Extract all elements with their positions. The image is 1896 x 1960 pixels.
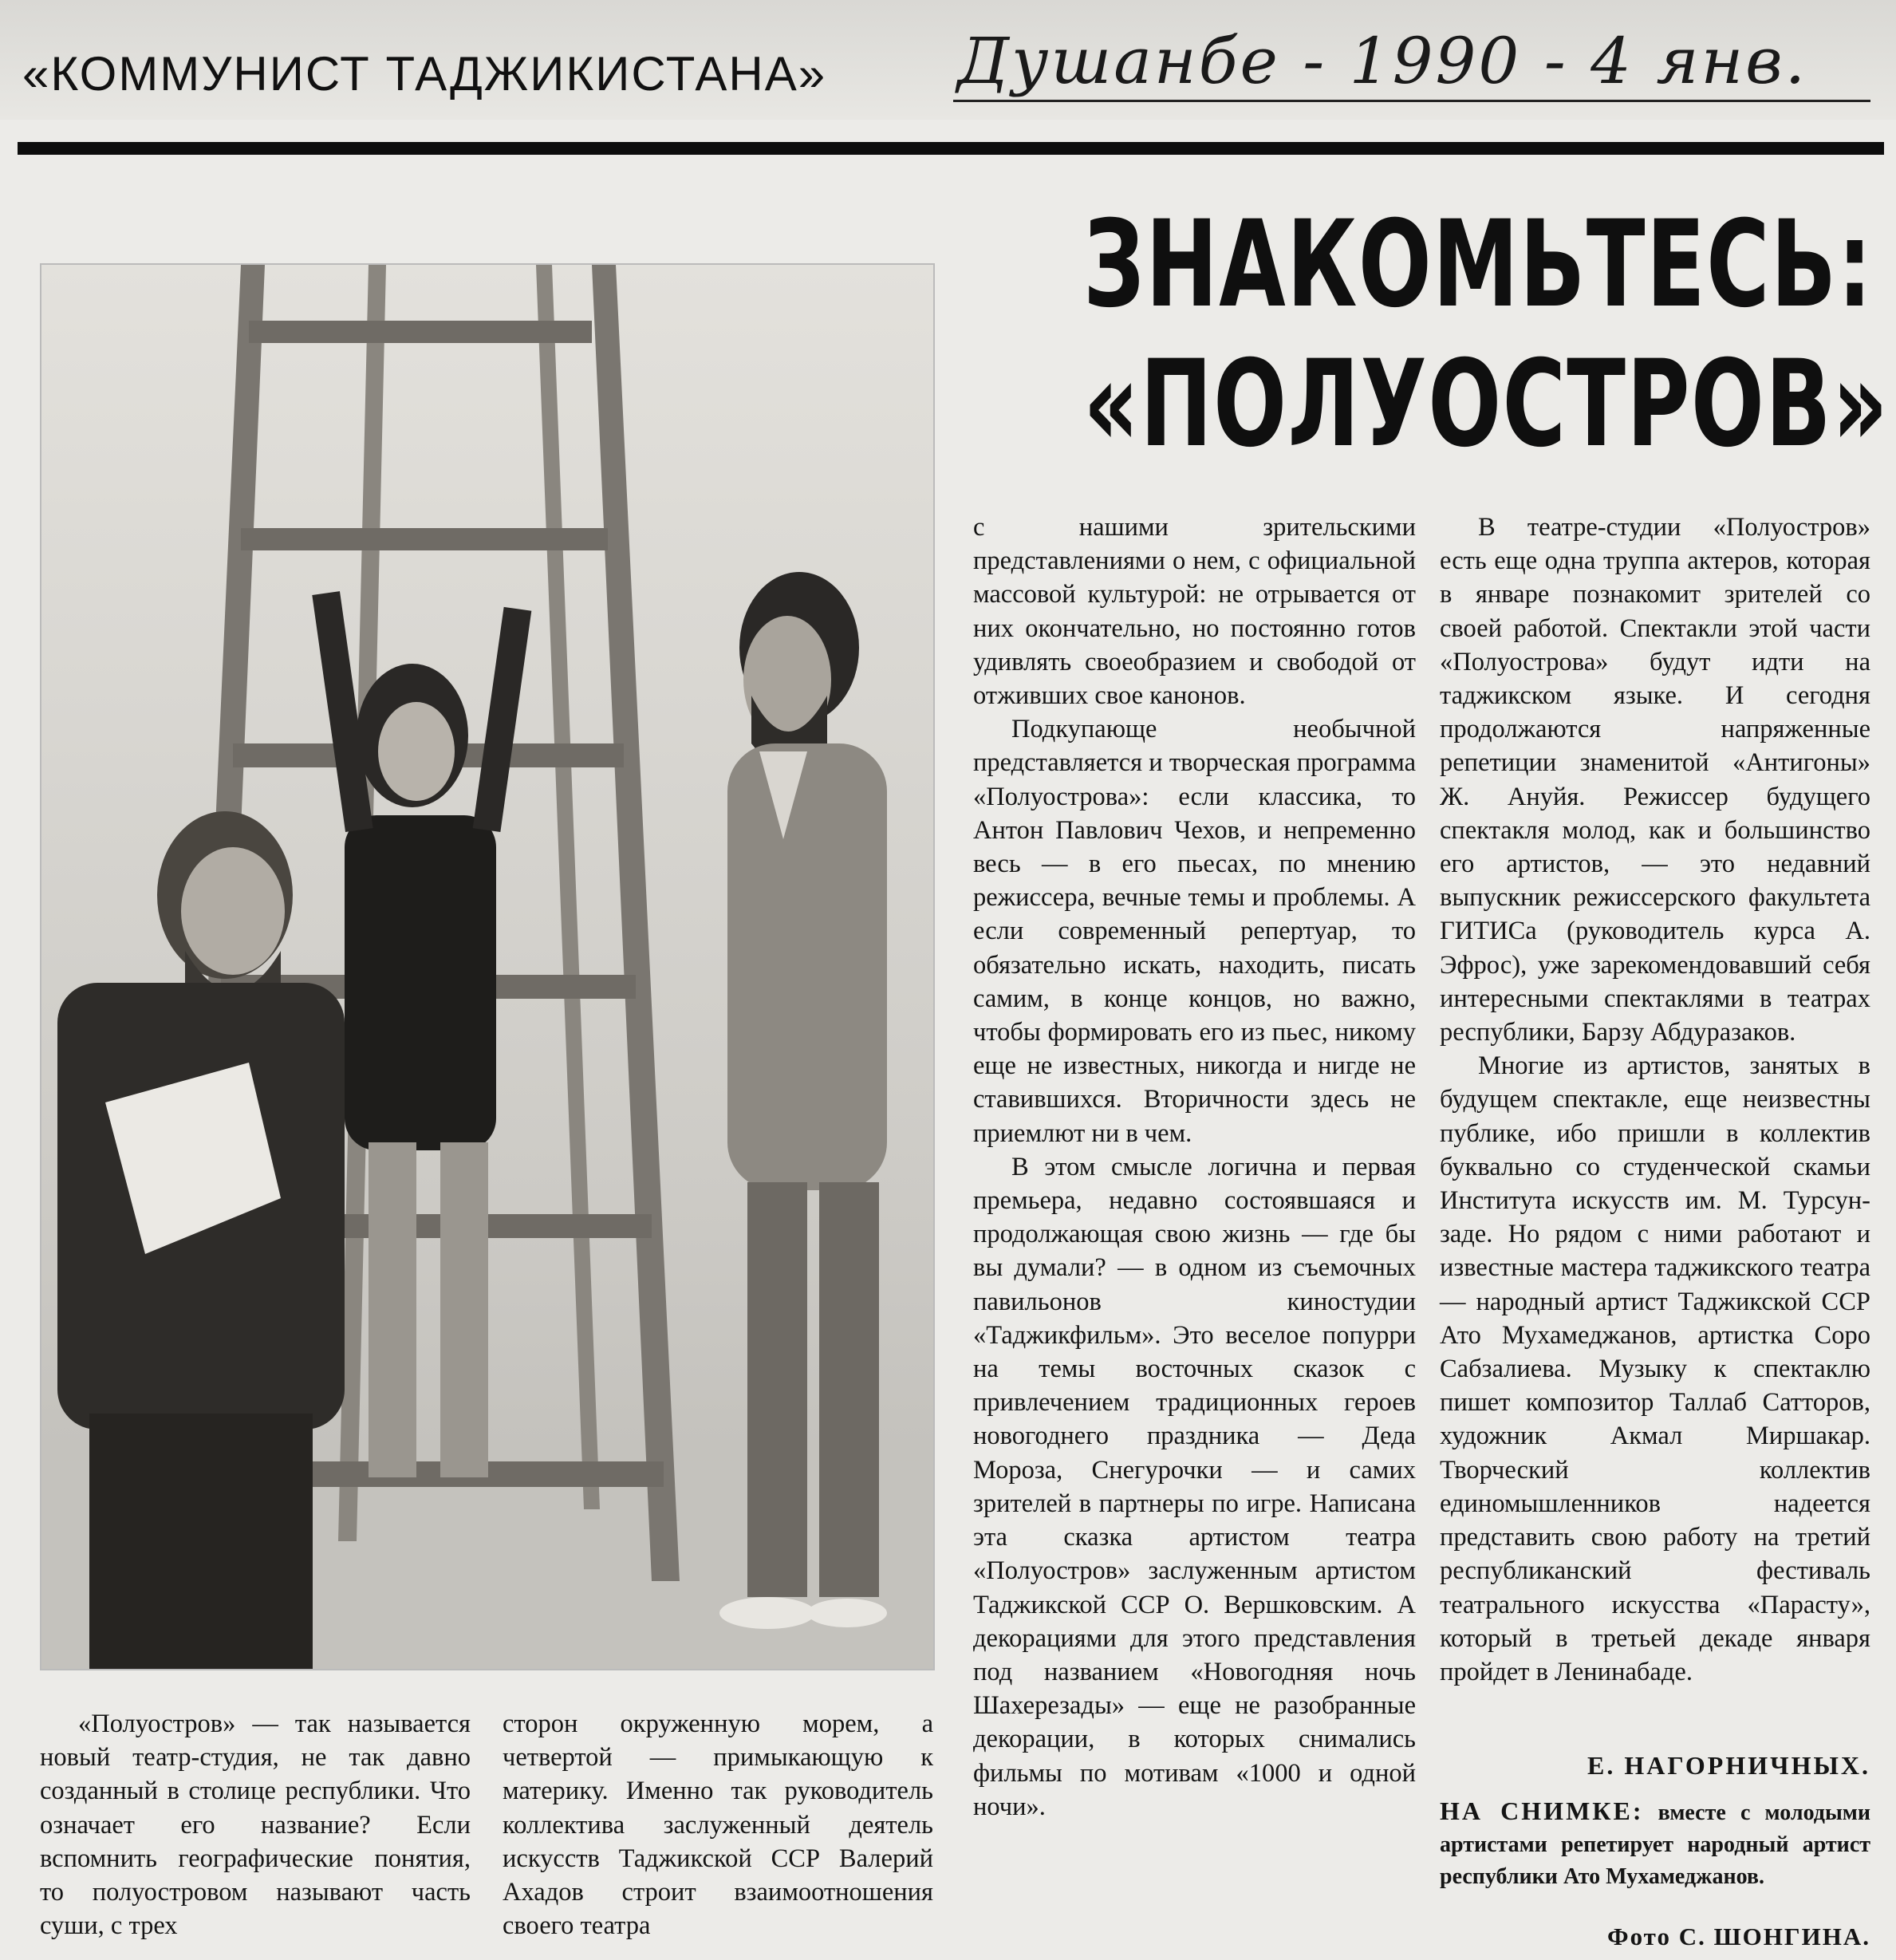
paragraph: Подкупающе необычной представляется и творческая программа «Полуострова»: если классика, то Антон Павлович Чехов, и непременно весь — в его пьесах, по мнению режиссера, вечные темы и проблемы. А если современный репертуар, то обязательно искать, находить, писать самим, в конце концов, но важно, чтобы формировать его из пьес, никому еще не известных, никогда и нигде не ставившихся. Вторичности здесь не приемлют ни в чем.: [973, 715, 1416, 1148]
paragraph: сторон окруженную морем, а четвертой — примыкающую к материку. Именно так руководитель коллектива заслуженный деятель искусств Таджикской ССР Валерий Ахадов строит взаимоотношения своего театра: [503, 1710, 933, 1941]
article-column-3: [973, 511, 1416, 1824]
article-column-1: [40, 1707, 471, 1942]
headline-line-1: ЗНАКОМЬТЕСЬ:: [1083, 195, 1874, 334]
paragraph: с нашими зрительскими представлениями о нем, с официальной массовой культурой: не отрывается от них окончательно, но постоянно готов удивлять своеобразием и свободой от отживших свое канонов.: [973, 513, 1416, 711]
headline-line-2: «ПОЛУОСТРОВ»: [1083, 335, 1890, 474]
caption-text: вместе с молодыми артистами репетирует народный артист республики Ато Мухамеджанов.: [1440, 1800, 1871, 1889]
paragraph: «Полуостров» — так называется новый театр-студия, не так давно созданный в столице республики. Что означает его название? Если вспомнить географические понятия, то полуостровом называют часть суши, с трех: [40, 1710, 471, 1941]
paragraph: В театре-студии «Полуостров» есть еще одна труппа актеров, которая в январе познакомит зрителей со своей работой. Спектакли этой части «Полуострова» будут идти на таджикском языке. И сегодня продолжаются напряженные репетиции знаменитой «Антигоны» Ж. Ануйя. Режиссер будущего спектакля молод, как и большинство его артистов, — это недавний выпускник режиссерского факультета ГИТИСа (руководитель курса А. Эфрос), уже зарекомендовавший себя интересными спектаклями в театрах республики, Барзу Абдуразаков.: [1440, 513, 1870, 1047]
article-headline: [1083, 195, 1890, 475]
article-column-4: [1440, 511, 1870, 1689]
paragraph: В этом смысле логична и первая премьера, недавно состоявшаяся и продолжающая свою жизнь — где бы вы думали? — в одном из съемочных павильонов киностудии «Таджикфильм». Это веселое попурри на темы восточных сказок с привлечением традиционных героев новогоднего праздника — Деда Мороза, Снегурочки — и самих зрителей в партнеры по игре. Написана эта сказка артистом театра «Полуостров» заслуженным артистом Таджикской ССР О. Вершковским. А декорациями для этого представления под названием «Новогодняя ночь Шахерезады» — еще не разобранные декорации, в которых снимались фильмы по мотивам «1000 и одной ночи».: [973, 1152, 1416, 1821]
photo-icon: [41, 265, 933, 1669]
masthead-rule: [18, 142, 1884, 155]
caption-lead: НА СНИМКЕ:: [1440, 1796, 1644, 1825]
handwritten-date-note: Душанбе - 1990 - 4 янв.: [957, 24, 1808, 98]
paragraph: Многие из артистов, занятых в будущем спектакле, еще неизвестны публике, ибо пришли в коллектив буквально со студенческой скамьи Института искусств им. М. Турсун-заде. Но рядом с ними работают и известные мастера таджикского театра — народный артист Таджикской ССР Ато Мухамеджанов, артистка Соро Сабзалиева. Музыку к спектаклю пишет композитор Таллаб Сатторов, художник Акмал Миршакар. Творческий коллектив единомышленников надеется представить свою работу на третий республиканский фестиваль театрального искусства «Парасту», который в третьей декаде января пройдет в Ленинабаде.: [1440, 1051, 1870, 1686]
article-photo: [40, 263, 935, 1670]
handwritten-underline: [953, 100, 1870, 102]
author-signature: Е. НАГОРНИЧНЫХ.: [1587, 1751, 1870, 1780]
photo-credit: Фото С. ШОНГИНА.: [1606, 1923, 1870, 1950]
newspaper-masthead: «КОММУНИСТ ТАДЖИКИСТАНА»: [22, 47, 827, 101]
photo-caption: [1440, 1795, 1870, 1893]
article-column-2: [503, 1707, 933, 1942]
